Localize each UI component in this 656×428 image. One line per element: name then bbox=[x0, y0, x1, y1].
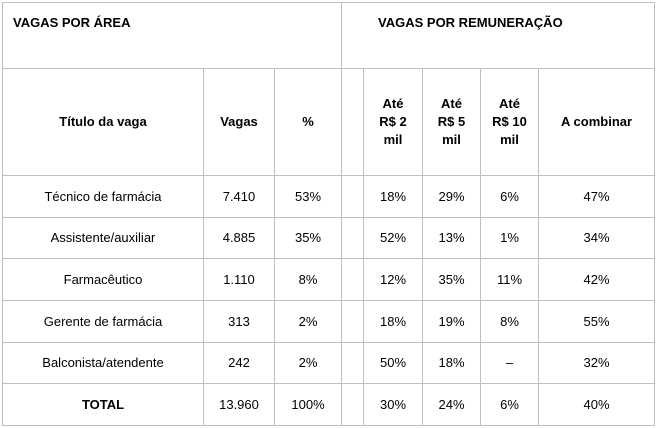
cell-pct: 53% bbox=[275, 176, 342, 217]
cell-ate10: 8% bbox=[481, 300, 539, 342]
cell-combinar-total: 40% bbox=[539, 383, 655, 425]
cell-pct-total: 100% bbox=[275, 383, 342, 425]
cell-pct: 2% bbox=[275, 342, 342, 383]
cell-ate2: 18% bbox=[364, 300, 423, 342]
cell-ate10: 6% bbox=[481, 176, 539, 217]
cell-ate5: 13% bbox=[423, 217, 481, 258]
cell-titulo: Assistente/auxiliar bbox=[3, 217, 204, 258]
total-row bbox=[3, 383, 655, 425]
cell-ate2: 18% bbox=[364, 176, 423, 217]
cell-titulo: Técnico de farmácia bbox=[3, 176, 204, 217]
cell-spacer bbox=[342, 342, 364, 383]
cell-vagas: 242 bbox=[204, 342, 275, 383]
header-ate5-line3: mil bbox=[442, 132, 461, 148]
cell-combinar: 47% bbox=[539, 176, 655, 217]
cell-vagas: 7.410 bbox=[204, 176, 275, 217]
header-ate2-line2: R$ 2 bbox=[379, 114, 407, 130]
header-ate10-line1: Até bbox=[499, 96, 520, 112]
cell-titulo: Gerente de farmácia bbox=[3, 300, 204, 342]
header-ate10-line3: mil bbox=[500, 132, 519, 148]
header-vagas: Vagas bbox=[204, 69, 275, 176]
section-title-remuneracao: VAGAS POR REMUNERAÇÃO bbox=[342, 3, 655, 69]
cell-titulo: Balconista/atendente bbox=[3, 342, 204, 383]
section-header-row bbox=[3, 3, 655, 69]
header-ate2-line1: Até bbox=[382, 96, 404, 112]
cell-ate10-total: 6% bbox=[481, 383, 539, 425]
cell-ate2: 50% bbox=[364, 342, 423, 383]
cell-ate2-total: 30% bbox=[364, 383, 423, 425]
header-ate5-line1: Até bbox=[441, 96, 462, 112]
cell-pct: 8% bbox=[275, 258, 342, 300]
cell-ate2: 12% bbox=[364, 258, 423, 300]
cell-ate5: 35% bbox=[423, 258, 481, 300]
table-row bbox=[3, 258, 655, 300]
cell-titulo-total: TOTAL bbox=[3, 383, 204, 425]
cell-ate2: 52% bbox=[364, 217, 423, 258]
header-ate5-line2: R$ 5 bbox=[437, 114, 466, 130]
cell-vagas: 313 bbox=[204, 300, 275, 342]
cell-vagas-total: 13.960 bbox=[204, 383, 275, 425]
cell-combinar: 55% bbox=[539, 300, 655, 342]
header-combinar: A combinar bbox=[539, 69, 655, 176]
cell-combinar: 34% bbox=[539, 217, 655, 258]
table-row bbox=[3, 342, 655, 383]
header-ate10 bbox=[481, 69, 539, 176]
cell-spacer bbox=[342, 300, 364, 342]
header-ate10-line2: R$ 10 bbox=[492, 114, 527, 130]
cell-combinar: 32% bbox=[539, 342, 655, 383]
vagas-table bbox=[2, 2, 655, 426]
header-titulo: Título da vaga bbox=[3, 69, 204, 176]
cell-spacer bbox=[342, 258, 364, 300]
cell-ate10: 1% bbox=[481, 217, 539, 258]
cell-ate5: 19% bbox=[423, 300, 481, 342]
cell-pct: 35% bbox=[275, 217, 342, 258]
table-row bbox=[3, 217, 655, 258]
table-row bbox=[3, 176, 655, 217]
header-spacer bbox=[342, 69, 364, 176]
header-ate2 bbox=[364, 69, 423, 176]
cell-spacer bbox=[342, 383, 364, 425]
cell-ate10: – bbox=[481, 342, 539, 383]
cell-spacer bbox=[342, 217, 364, 258]
header-ate2-line3: mil bbox=[383, 132, 403, 148]
header-ate5 bbox=[423, 69, 481, 176]
header-pct: % bbox=[275, 69, 342, 176]
cell-vagas: 4.885 bbox=[204, 217, 275, 258]
section-title-area: VAGAS POR ÁREA bbox=[3, 3, 342, 69]
cell-ate5: 18% bbox=[423, 342, 481, 383]
cell-ate10: 11% bbox=[481, 258, 539, 300]
cell-titulo: Farmacêutico bbox=[3, 258, 204, 300]
cell-ate5-total: 24% bbox=[423, 383, 481, 425]
cell-vagas: 1.110 bbox=[204, 258, 275, 300]
cell-ate5: 29% bbox=[423, 176, 481, 217]
cell-pct: 2% bbox=[275, 300, 342, 342]
column-header-row bbox=[3, 69, 655, 176]
cell-combinar: 42% bbox=[539, 258, 655, 300]
cell-spacer bbox=[342, 176, 364, 217]
table-row bbox=[3, 300, 655, 342]
